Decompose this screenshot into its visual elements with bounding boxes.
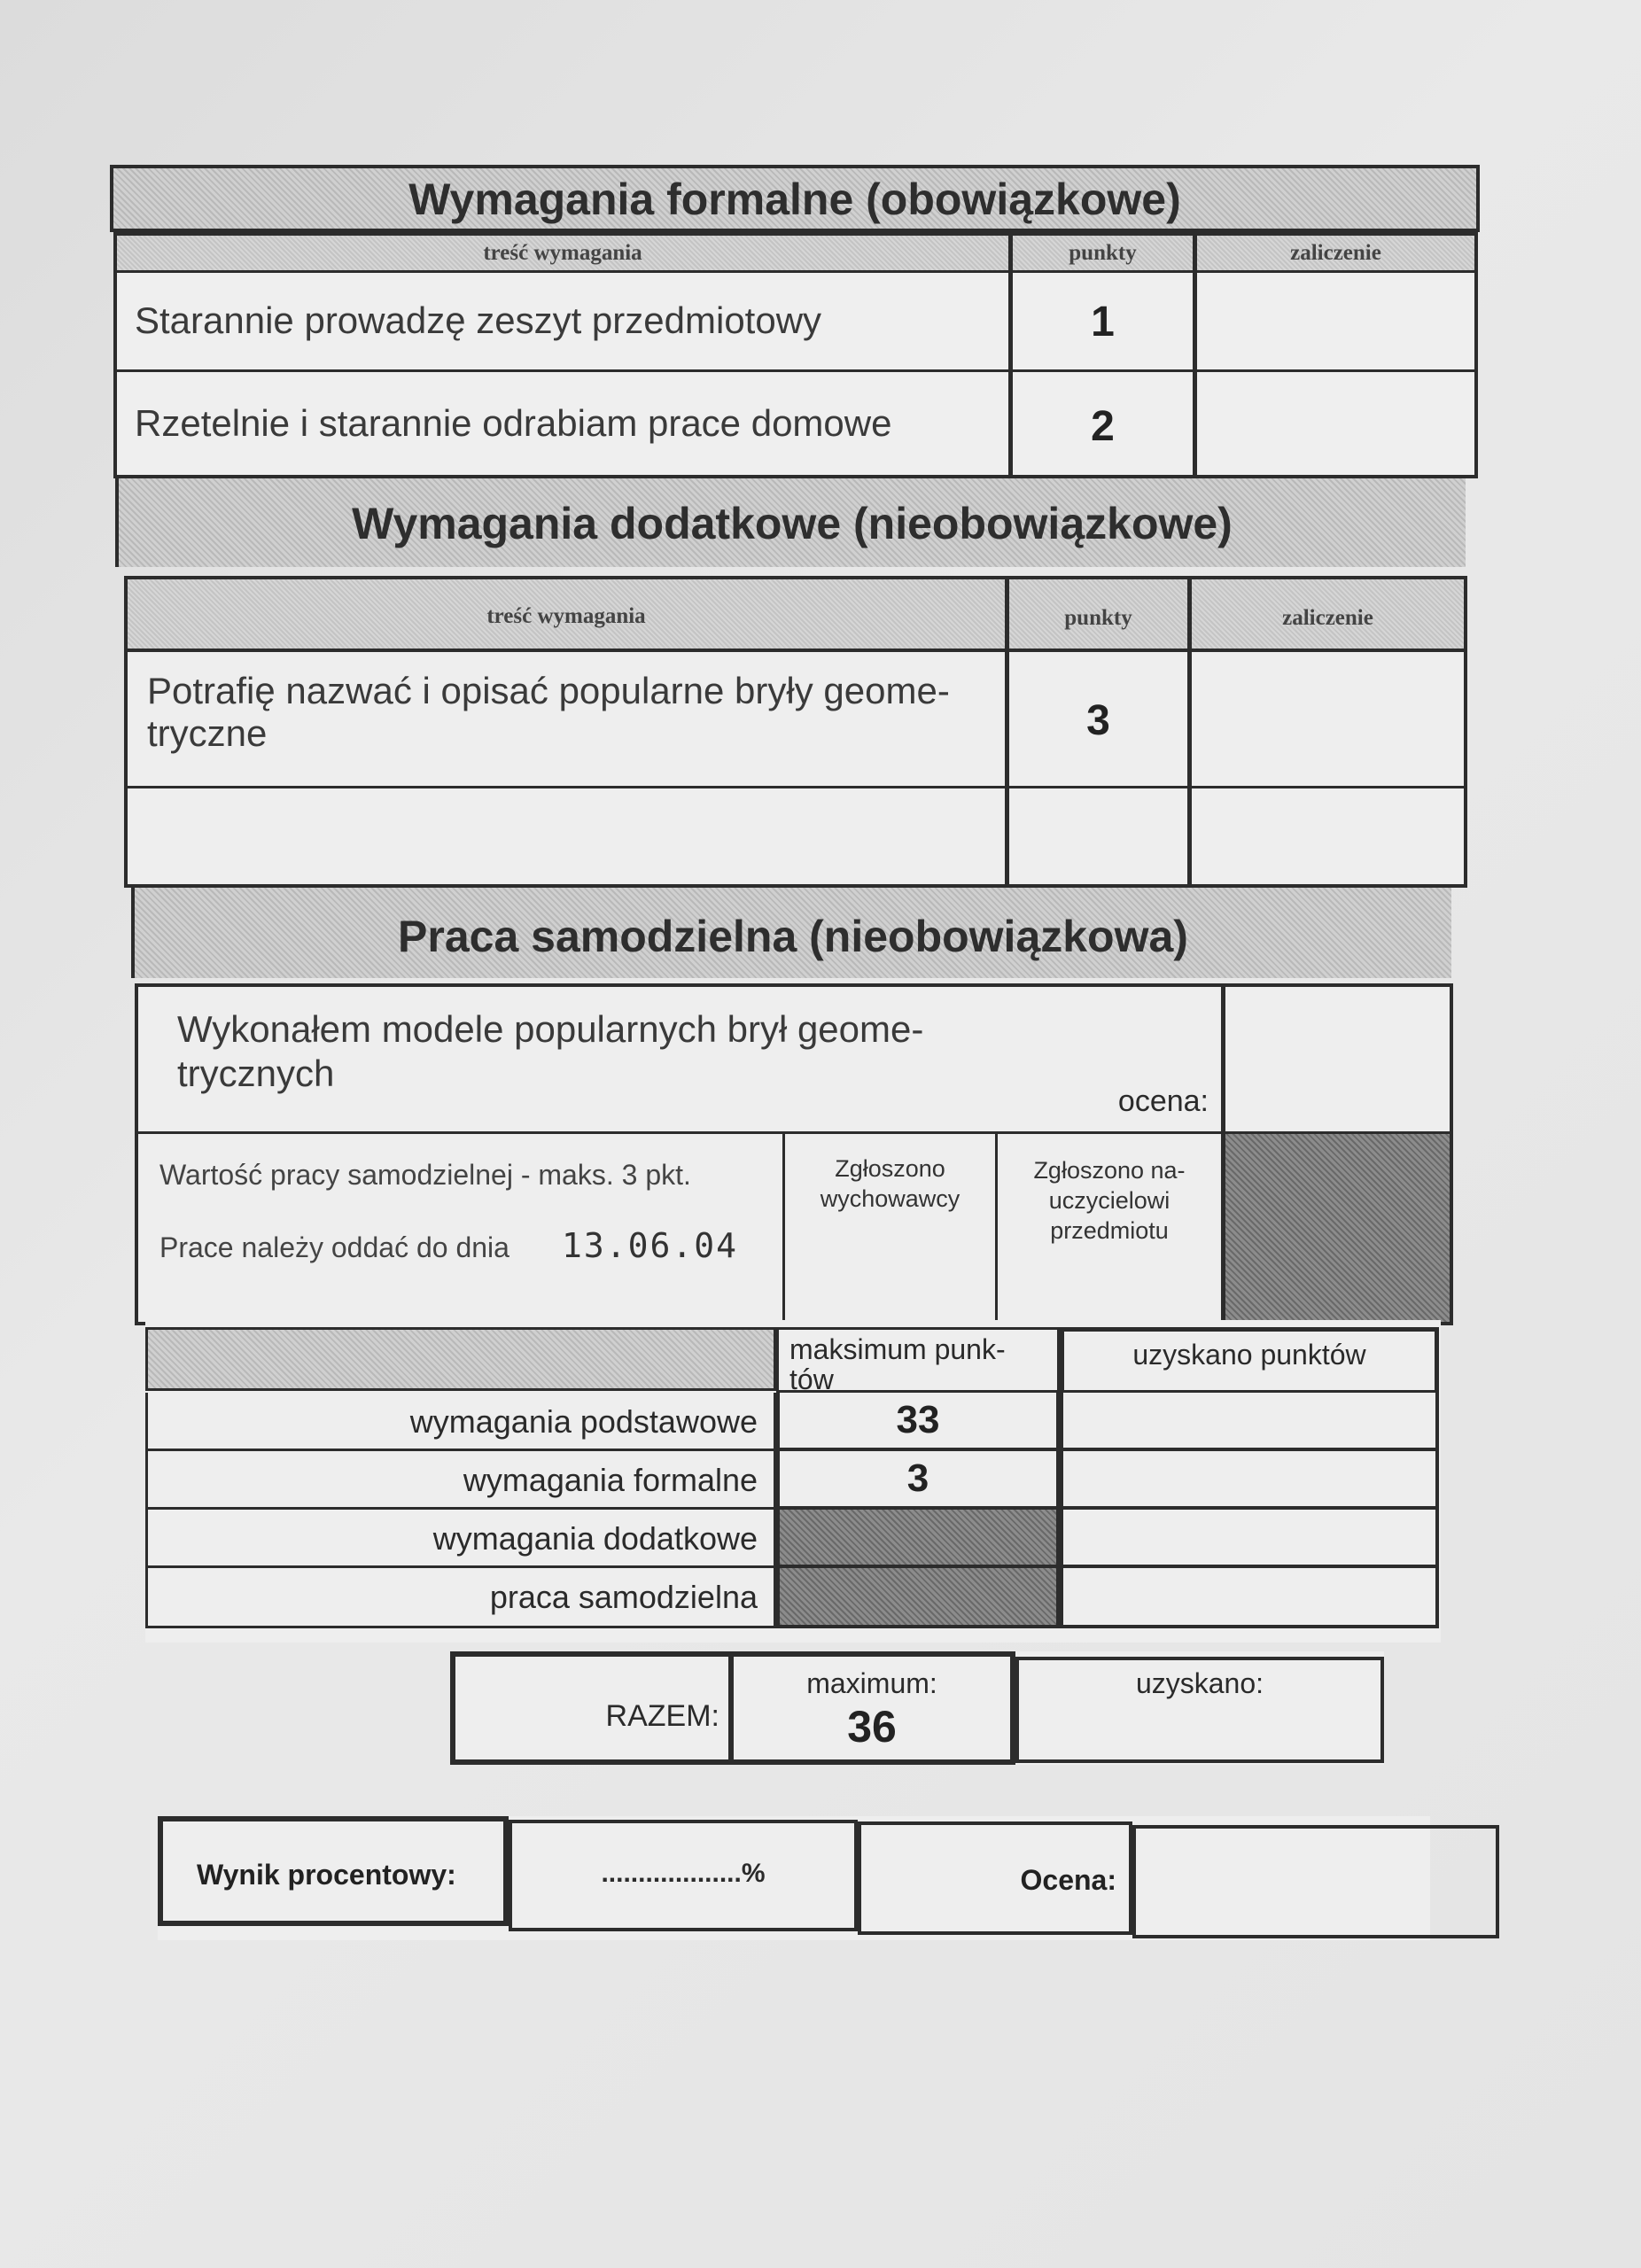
pass-checkbox[interactable] — [1187, 652, 1464, 788]
max-points: 3 — [776, 1451, 1060, 1510]
percent-label-cell — [158, 1816, 509, 1926]
pass-checkbox[interactable] — [1193, 273, 1474, 372]
section1-header — [110, 165, 1480, 232]
total-max-value: 36 — [847, 1702, 897, 1751]
total-obtained-input[interactable]: uzyskano: — [1015, 1657, 1384, 1763]
result-grade-label: Ocena: — [1020, 1864, 1116, 1896]
obtained-input[interactable] — [1060, 1393, 1439, 1451]
table-row — [128, 652, 1005, 788]
section2-header — [115, 478, 1466, 567]
summary-table — [145, 1320, 1441, 1643]
obtained-input[interactable] — [1060, 1568, 1439, 1628]
max-points-shaded — [776, 1568, 1060, 1628]
reported-homeroom: Zgłoszono wychowawcy — [785, 1134, 998, 1322]
requirement-text: Rzetelnie i starannie odrabiam prace domowe — [135, 402, 892, 444]
table-row: wymagania dodatkowe — [145, 1510, 776, 1568]
deadline-label: Prace należy oddać do dnia — [159, 1231, 509, 1263]
deadline-value: 13.06.04 — [562, 1226, 739, 1265]
table-row — [128, 788, 1005, 884]
section1-col-points: punkty — [1008, 236, 1193, 273]
total-label-cell — [450, 1651, 734, 1765]
section1-col-requirement: treść wymagania — [117, 236, 1008, 273]
value-info — [138, 1134, 785, 1322]
table-row — [117, 273, 1008, 372]
grade-label-cell — [858, 1821, 1132, 1935]
grade-box[interactable] — [1221, 987, 1450, 1134]
table-row — [117, 372, 1008, 475]
task-line1: Wykonałem modele popularnych brył geome- — [177, 1008, 924, 1050]
pass-checkbox[interactable] — [1187, 788, 1464, 884]
section1-col-pass: zaliczenie — [1193, 236, 1474, 273]
section1-title: Wymagania formalne (obowiązkowe) — [408, 175, 1181, 224]
percent-label: Wynik procentowy: — [197, 1859, 456, 1891]
section3-header — [131, 888, 1451, 978]
section2-col-pass: zaliczenie — [1187, 579, 1464, 652]
task-line2: trycznych — [177, 1052, 335, 1094]
summary-col-max: maksimum punk- tów — [776, 1327, 1060, 1393]
section2-col-points: punkty — [1005, 579, 1187, 652]
obtained-input[interactable] — [1060, 1451, 1439, 1510]
summary-header-blank — [145, 1327, 776, 1391]
summary-col-obtained: uzyskano punktów — [1060, 1327, 1439, 1393]
obtained-input[interactable] — [1060, 1510, 1439, 1568]
requirement-text-line1: Potrafię nazwać i opisać popularne bryły geome- — [147, 670, 950, 711]
percent-input[interactable]: ...................% — [509, 1820, 858, 1931]
value-text: Wartość pracy samodzielnej - maks. 3 pkt. — [159, 1159, 691, 1191]
points-cell: 1 — [1008, 273, 1193, 372]
section2-table — [124, 576, 1467, 888]
section2-title: Wymagania dodatkowe (nieobowiązkowe) — [352, 499, 1233, 548]
table-row: wymagania formalne — [145, 1451, 776, 1510]
points-cell: 2 — [1008, 372, 1193, 475]
requirement-text: Starannie prowadzę zeszyt przedmiotowy — [135, 299, 822, 341]
points-cell — [1005, 788, 1187, 884]
reported-teacher: Zgłoszono na- uczycielowi przedmiotu — [1033, 1157, 1186, 1244]
independent-task — [138, 987, 1221, 1134]
requirement-text-line2: tryczne — [147, 712, 268, 754]
total-label: RAZEM: — [605, 1699, 719, 1733]
section3-table — [135, 983, 1453, 1325]
total-box — [450, 1651, 1384, 1765]
section1-table — [113, 232, 1478, 478]
grade-label: ocena: — [1117, 1084, 1209, 1118]
max-points: 33 — [776, 1393, 1060, 1451]
section3-title: Praca samodzielna (nieobowiązkowa) — [398, 912, 1188, 961]
total-max-cell: maximum: 36 — [734, 1651, 1015, 1765]
table-row: wymagania podstawowe — [145, 1393, 776, 1451]
max-points-shaded — [776, 1510, 1060, 1568]
pass-checkbox[interactable] — [1193, 372, 1474, 475]
result-box — [158, 1816, 1430, 1940]
grade-input[interactable] — [1132, 1825, 1499, 1938]
table-row: praca samodzielna — [145, 1568, 776, 1628]
section2-col-requirement: treść wymagania — [128, 579, 1005, 652]
points-cell: 3 — [1005, 652, 1187, 788]
shaded-cell — [1221, 1134, 1450, 1322]
